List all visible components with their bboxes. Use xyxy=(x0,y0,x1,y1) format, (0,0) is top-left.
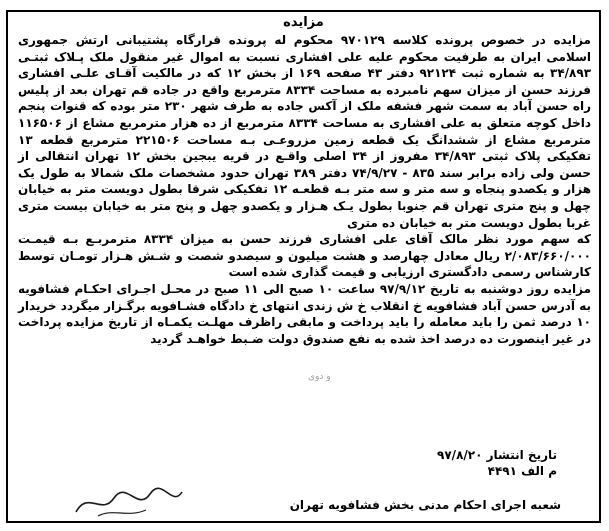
notice-title: مزایده xyxy=(283,15,324,30)
notice-paragraph-valuation: که سهم مورد نظر مالک آقای علی افشاری فرزند حسن به میزان ۸۳۳۴ مترمربـع بـه قیمـت ۲/۰۸۳/۶۶۰/۰۰۰ ریال معادل چهارصد و هشت میلیون و سیصدو شصت و شـش هـزار تومـان توسط کارشناس رسمی دادگستری ارزیابی و قیمت گذاری شده است xyxy=(18,232,591,280)
notice-paragraph-auction-terms: مزایده روز دوشنبه به تاریخ ۹۷/۹/۱۲ ساعت ۱۰ صبح الی ۱۱ صبح در محـل اجـرای احکـام فشافویه به آدرس حسن آباد فشافویه خ انقلاب خ ش زندی انتهای خ دادگاه فشـافویه برگـزار میگردد خریدار ۱۰ درصد ثمن را باید معامله را باید پرداخت و مابقی راظرف مهلـت یکمـاه از تاریخ مزایده پرداخت در غیر اینصورت ده درصد اخذ شده به نفع صندوق دولت ضـبط خواهـد گردید xyxy=(18,281,591,346)
reference-number: م الف ۴۴۹۱ xyxy=(487,464,557,478)
publish-date: تاریخ انتشار ۹۷/۸/۲۰ xyxy=(437,448,557,462)
notice-paragraph-property: مزایده در خصوص پرونده کلاسه ۹۷۰۱۲۹ محکوم له پرونده قرارگاه پشتیبانی ارتش جمهوری اسلامی ایران به طرفیت محکوم علیه علی افشاری نسبت به اموال غیر منقول ملک پـلاک ثبتـی ۳۴/۸۹۳ به شماره ثبت ۹۲۱۲۴ دفتر ۴۳ صفحه ۱۶۹ از بخش ۱۲ که در مالکیت آقـای علـی افشاری فرزند حسن از میزان سهم نامبرده به مساحت ۸۳۳۴ مترمربع واقع در جاده قم تهران بعد از پلیس راه حسن آباد به سمت شهر فشفه ملک از آکس جاده به طرف شهر ۲۳۰ متر بوده که قنوات پنجم داخل کوچه متعلق به علی افشاری به مساحت ۸۳۳۴ مترمربع از ده هزار مترمربع مشاع از ۱۱۶۵۰۶ مترمربع مشاع از ششدانگ یک قطعه زمین مزروعـی بـه مساحت ۲۲۱۵۰۶ مترمربع قطعه ۱۳ تفکیکی پلاک ثبتی ۳۴/۸۹۳ مفروز از ۳۴ اصلی واقـع در قریه یبجین بخش ۱۲ تهران انتقالی از حسن ولی زاده برابر سند ۸۳۵ - ۷۴/۹/۲۷ دفتر ۳۸۹ تهران حدود مشخصات ملک شمالا به طول یک هزار و یکصدو پنجاه و سه متر و سه متر بـه قطعـه ۱۲ تفکیکی شرقا بطول دویست متر به خیابان چهل و پنج متری تهران قم جنوبا بطول یـک هـزار و یکصدو چهل و پنج متر به خیابان بیست متری غربا بطول دویست متر به خیابان ده متری xyxy=(18,33,592,230)
notice-body xyxy=(18,32,591,347)
handwritten-signature-icon xyxy=(68,482,188,522)
issuer-signature: شعبه اجرای احکام مدنی بخش فشافویه تهران xyxy=(289,498,561,512)
notice-meta xyxy=(437,447,557,479)
notice-frame xyxy=(6,10,601,523)
bleed-through-text: و دوی xyxy=(308,372,331,382)
